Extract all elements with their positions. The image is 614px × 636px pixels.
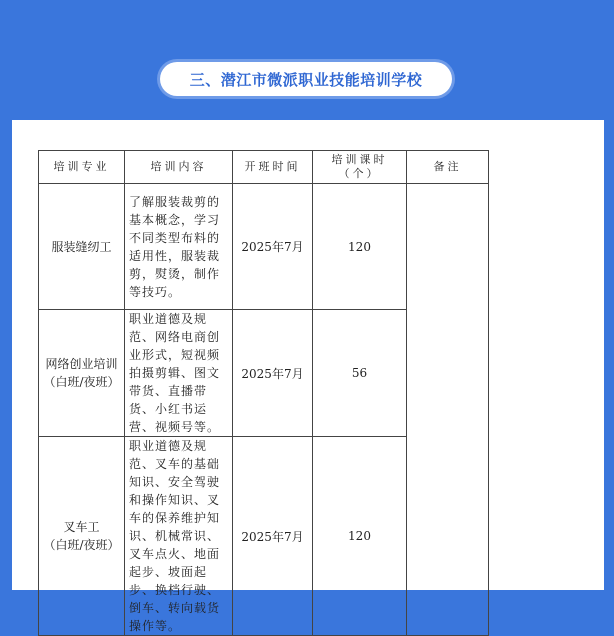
row-content: 了解服装裁剪的基本概念，学习不同类型布料的适用性，服装裁剪，熨烫，制作等技巧。 — [125, 184, 233, 310]
table-row — [39, 184, 489, 310]
row-start-time: 2025年7月 — [233, 437, 313, 636]
section-title: 三、潜江市微派职业技能培训学校 — [160, 62, 452, 96]
row-hours: 120 — [313, 437, 407, 636]
row-major: 服装缝纫工 — [39, 184, 125, 310]
header-content: 培训内容 — [125, 151, 233, 184]
row-content: 职业道德及规范、叉车的基础知识、安全驾驶和操作知识、叉车的保养维护知识、机械常识、叉车点火、地面起步、坡面起步、换档行驶、倒车、转向载货操作等。 — [125, 437, 233, 636]
header-major: 培训专业 — [39, 151, 125, 184]
row-content: 职业道德及规范、网络电商创业形式，短视频拍摄剪辑、图文带货、直播带货、小红书运营、视频号等。 — [125, 310, 233, 437]
row-start-time: 2025年7月 — [233, 184, 313, 310]
header-hours: 培训课时 （个） — [313, 151, 407, 184]
training-table — [38, 150, 489, 636]
note-cell — [407, 184, 489, 636]
table-header-row — [39, 151, 489, 184]
row-start-time: 2025年7月 — [233, 310, 313, 437]
row-major: 叉车工 （白班/夜班） — [39, 437, 125, 636]
row-hours: 56 — [313, 310, 407, 437]
row-major: 网络创业培训 （白班/夜班） — [39, 310, 125, 437]
row-hours: 120 — [313, 184, 407, 310]
content-card — [12, 120, 604, 633]
header-note: 备注 — [407, 151, 489, 184]
header-start-time: 开班时间 — [233, 151, 313, 184]
